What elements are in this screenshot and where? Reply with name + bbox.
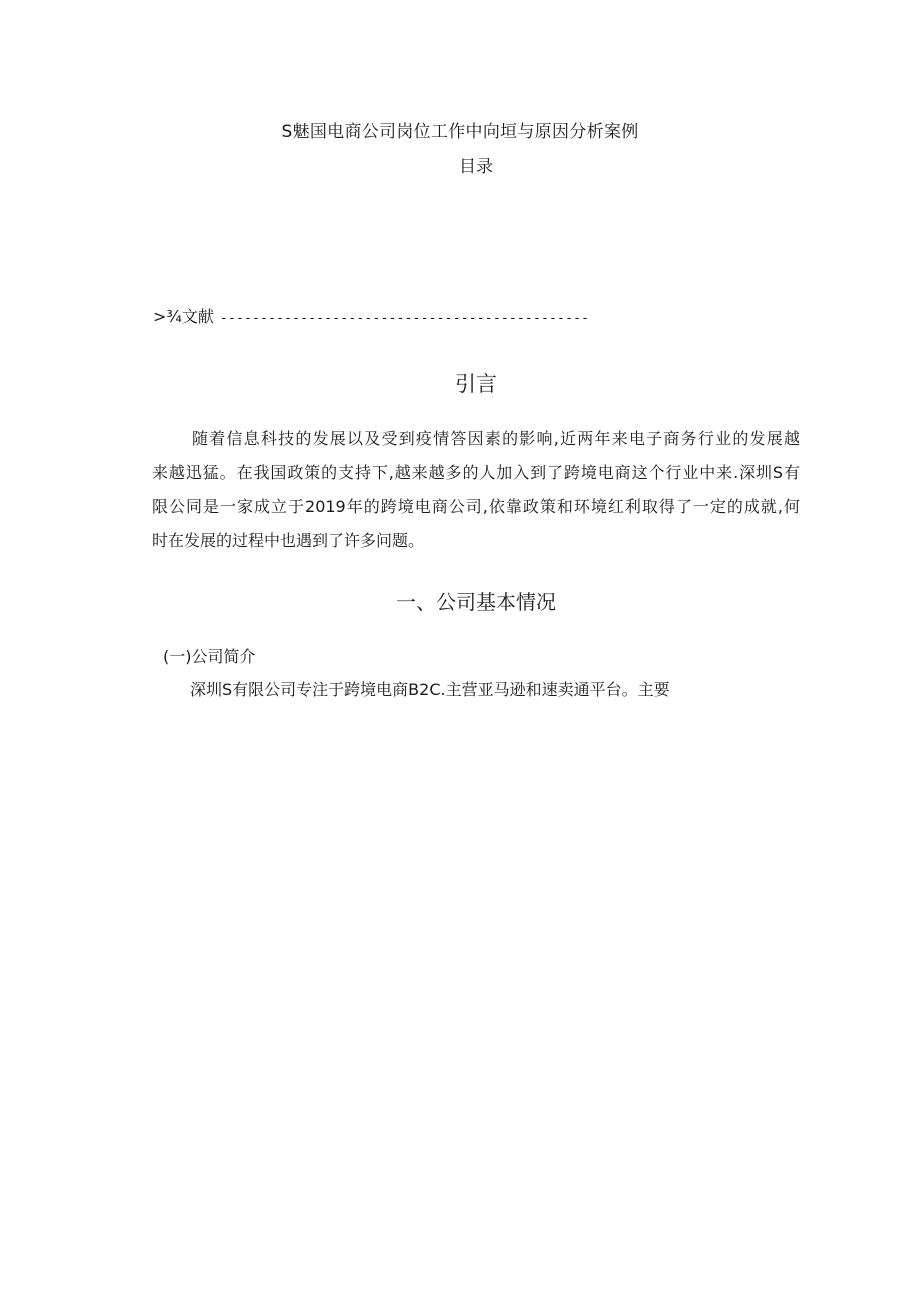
section-heading: 一、公司基本情况 <box>396 590 556 614</box>
subsection-heading: (一)公司简介 <box>163 647 256 666</box>
document-title: S魅国电商公司岗位工作中向垣与原因分析案例 <box>281 122 639 142</box>
body-text-line: 深圳S有限公司专注于跨境电商B2C.主营亚马逊和速卖通平台。主要 <box>190 680 670 699</box>
intro-line: 时在发展的过程中也遇到了许多问题。 <box>152 531 425 550</box>
toc-heading: 目录 <box>459 157 493 177</box>
toc-entry-leader: ---------------------------------------------- <box>219 311 590 326</box>
toc-entry-label: >¾文献 <box>153 307 214 326</box>
intro-paragraph <box>152 422 800 558</box>
intro-heading: 引言 <box>455 372 497 396</box>
intro-line: 随着信息科技的发展以及受到疫情答因素的影响,近两年来电子商务行业的发展越 <box>192 429 800 448</box>
intro-line: 来越迅猛。在我国政策的支持下,越来越多的人加入到了跨境电商这个行业中来.深圳S有 <box>152 463 800 482</box>
toc-entry[interactable] <box>153 304 589 327</box>
intro-line: 限公同是一家成立于2019年的跨境电商公司,依靠政策和环境红利取得了一定的成就,何 <box>152 497 800 516</box>
